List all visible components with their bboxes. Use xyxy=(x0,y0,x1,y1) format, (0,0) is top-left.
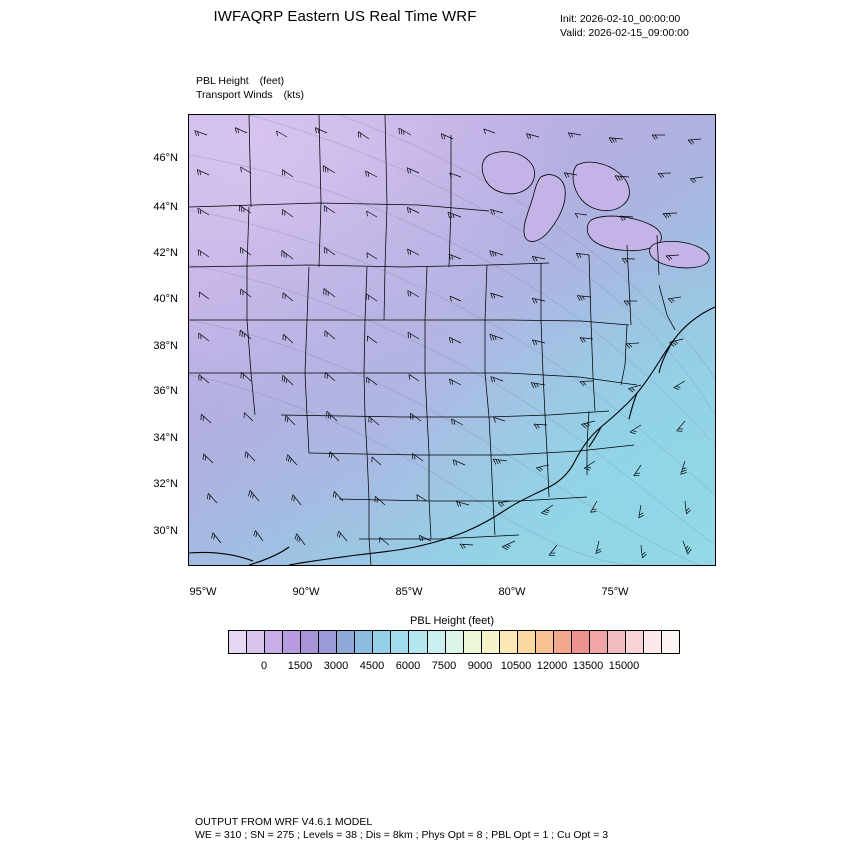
colorbar-tick-label: 13500 xyxy=(572,660,604,672)
colorbar-tick-labels xyxy=(188,660,718,676)
colorbar-cell xyxy=(391,631,409,653)
valid-time-label: Valid: 2026-02-15_09:00:00 xyxy=(560,27,689,39)
y-tick-label: 44°N xyxy=(153,201,178,213)
colorbar-cell xyxy=(319,631,337,653)
colorbar-cell xyxy=(229,631,247,653)
x-tick-label: 80°W xyxy=(498,586,526,598)
colorbar-tick-label: 7500 xyxy=(431,660,457,672)
field-label-block xyxy=(196,74,304,102)
y-tick-label: 42°N xyxy=(153,247,178,259)
x-tick-label: 75°W xyxy=(601,586,629,598)
footer-block xyxy=(195,816,608,842)
colorbar-cell xyxy=(464,631,482,653)
map-canvas xyxy=(189,115,715,565)
field-label-transport-winds-name: Transport Winds xyxy=(196,89,273,101)
field-label-pbl-height-units: (feet) xyxy=(259,75,285,87)
field-label-transport-winds-units: (kts) xyxy=(283,89,304,101)
colorbar-tick-label: 3000 xyxy=(323,660,349,672)
colorbar-tick-label: 10500 xyxy=(500,660,532,672)
colorbar-cell xyxy=(446,631,464,653)
colorbar-cell xyxy=(536,631,554,653)
colorbar-tick-label: 15000 xyxy=(608,660,640,672)
footer-line-model: OUTPUT FROM WRF V4.6.1 MODEL xyxy=(195,816,373,828)
footer-line-config: WE = 310 ; SN = 275 ; Levels = 38 ; Dis = 8km ; Phys Opt = 8 ; PBL Opt = 1 ; Cu Opt = 3 xyxy=(195,829,609,841)
x-tick-label: 85°W xyxy=(395,586,423,598)
colorbar-cell xyxy=(428,631,446,653)
y-tick-label: 34°N xyxy=(153,432,178,444)
colorbar-tick-label: 9000 xyxy=(467,660,493,672)
colorbar-cell xyxy=(572,631,590,653)
colorbar-tick-label: 12000 xyxy=(536,660,568,672)
y-tick-label: 32°N xyxy=(153,478,178,490)
y-tick-label: 38°N xyxy=(153,340,178,352)
colorbar-tick-label: 0 xyxy=(260,660,268,672)
colorbar-cell xyxy=(554,631,572,653)
field-label-transport-winds xyxy=(196,88,304,102)
colorbar-cell xyxy=(301,631,319,653)
y-tick-label: 30°N xyxy=(153,525,178,537)
colorbar-title: PBL Height (feet) xyxy=(410,615,494,627)
colorbar-cell xyxy=(247,631,265,653)
colorbar-cell xyxy=(518,631,536,653)
init-time-label: Init: 2026-02-10_00:00:00 xyxy=(560,13,681,25)
page-title: IWFAQRP Eastern US Real Time WRF xyxy=(213,8,477,25)
colorbar-cell xyxy=(590,631,608,653)
y-tick-label: 36°N xyxy=(153,385,178,397)
field-label-pbl-height xyxy=(196,74,304,88)
colorbar-cell xyxy=(373,631,391,653)
colorbar-cell xyxy=(626,631,644,653)
colorbar-cell xyxy=(355,631,373,653)
colorbar-cell xyxy=(283,631,301,653)
y-tick-label: 40°N xyxy=(153,293,178,305)
field-label-pbl-height-name: PBL Height xyxy=(196,75,249,87)
colorbar-cell xyxy=(662,631,679,653)
map-plot xyxy=(188,114,716,566)
colorbar-cell xyxy=(644,631,662,653)
colorbar-tick-label: 4500 xyxy=(359,660,385,672)
run-info-block xyxy=(560,12,689,40)
x-tick-label: 90°W xyxy=(292,586,320,598)
colorbar xyxy=(228,630,680,654)
colorbar-cell xyxy=(500,631,518,653)
colorbar-cell xyxy=(482,631,500,653)
colorbar-cell xyxy=(608,631,626,653)
colorbar-cell xyxy=(265,631,283,653)
y-tick-label: 46°N xyxy=(153,152,178,164)
colorbar-tick-label: 1500 xyxy=(287,660,313,672)
colorbar-cell xyxy=(337,631,355,653)
x-tick-label: 95°W xyxy=(189,586,217,598)
colorbar-cell xyxy=(409,631,427,653)
colorbar-tick-label: 6000 xyxy=(395,660,421,672)
